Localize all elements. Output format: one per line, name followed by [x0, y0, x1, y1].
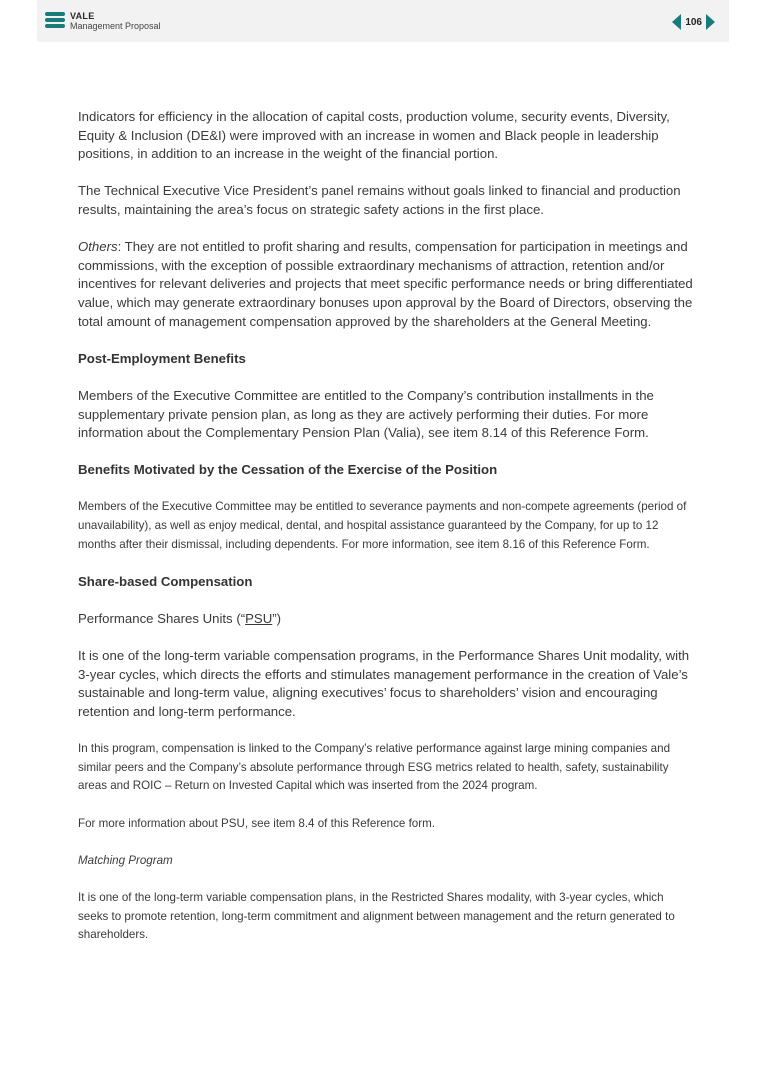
psu-link[interactable]: PSU	[245, 611, 273, 627]
header-bar	[37, 0, 729, 42]
next-page-icon[interactable]	[706, 14, 715, 30]
document-title: Management Proposal	[70, 21, 161, 31]
heading-post-employment: Post-Employment Benefits	[78, 350, 246, 366]
brand	[70, 11, 161, 31]
others-label: Others	[78, 239, 118, 255]
paragraph-technical-evp: The Technical Executive Vice President’s panel remains without goals linked to financial and production results, maintaining the area’s focus on strategic safety actions in the first place.	[78, 183, 681, 217]
paragraph-severance: Members of the Executive Committee may be entitled to severance payments and non-compete agreements (period of unavailability), as well as enjoy medical, dental, and hospital assistance guaranteed by the Company, for up to 12 months after their dismissal, including dependents. For more information, see item 8.16 of this Reference Form.	[78, 500, 687, 551]
heading-matching-program: Matching Program	[78, 853, 173, 867]
paragraph-matching-description: It is one of the long-term variable compensation plans, in the Restricted Shares modality, with 3-year cycles, which seeks to promote retention, long-term commitment and alignment between management and the return generated to shareholders.	[78, 890, 675, 942]
page-number: 106	[685, 16, 702, 28]
paragraph-pension: Members of the Executive Committee are entitled to the Company’s contribution installments in the supplementary private pension plan, as long as they are actively performing their duties. For more information about the Complementary Pension Plan (Valia), see item 8.14 of this Reference Form.	[78, 387, 654, 441]
paragraph-indicators: Indicators for efficiency in the allocation of capital costs, production volume, security events, Diversity, Equity & Inclusion (DE&I) were improved with an increase in women and Black people in leadership positions, in addition to an increase in the weight of the financial portion.	[78, 109, 670, 162]
paragraph-psu-description: It is one of the long-term variable compensation programs, in the Performance Shares Unit modality, with 3-year cycles, which directs the efforts and stimulates management performance in the creation of Vale’s sustainable and long-term value, aligning executives’ focus to shareholders’ vision and encouraging retention and long-term performance.	[78, 648, 690, 719]
psu-title-suffix: ”)	[272, 611, 282, 627]
menu-icon[interactable]	[45, 12, 65, 30]
brand-name: VALE	[70, 11, 95, 21]
page-content	[78, 108, 694, 963]
paragraph-psu-title	[78, 610, 694, 629]
paragraph-psu-program: In this program, compensation is linked to the Company’s relative performance against large mining companies and similar peers and the Company’s absolute performance through ESG metrics related to health, safety, sustainability areas and ROIC – Return on Invested Capital which was inserted from the 2024 program.	[78, 742, 671, 793]
heading-cessation-benefits: Benefits Motivated by the Cessation of the Exercise of the Position	[78, 462, 498, 478]
paragraph-psu-reference: For more information about PSU, see item 8.4 of this Reference form.	[78, 816, 435, 830]
psu-title-prefix: Performance Shares Units (“	[78, 611, 246, 627]
page-navigator	[672, 14, 715, 30]
heading-share-based: Share-based Compensation	[78, 573, 253, 589]
prev-page-icon[interactable]	[672, 14, 681, 30]
paragraph-others	[78, 238, 694, 331]
others-text: : They are not entitled to profit sharing and results, compensation for participation in meetings and commissions, with the exception of possible extraordinary mechanisms of attraction, retention and/or incentives for relevant deliveries and projects that meet specific performance needs or bring differentiated value, which may generate extraordinary bonuses upon approval by the Board of Directors, observing the total amount of management compensation approved by the shareholders at the General Meeting.	[78, 239, 693, 329]
